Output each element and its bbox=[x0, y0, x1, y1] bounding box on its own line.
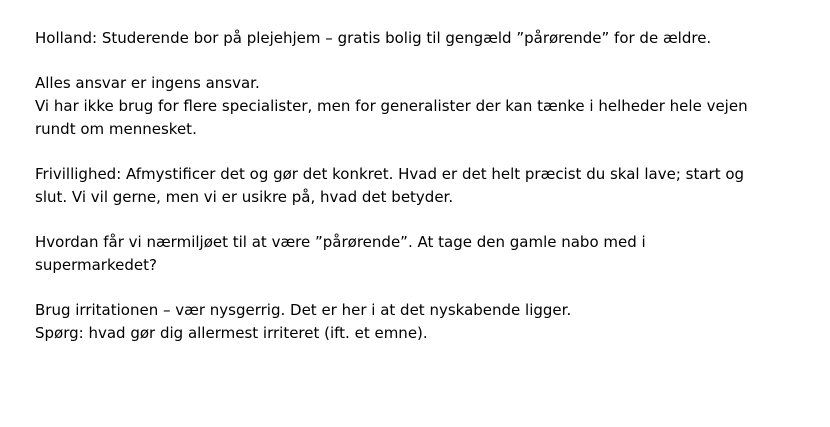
text-line: Alles ansvar er ingens ansvar. bbox=[35, 74, 260, 92]
paragraph-holland bbox=[35, 27, 795, 50]
text-line: Frivillighed: Afmystificer det og gør det konkret. Hvad er det helt præcist du skal lave; start og bbox=[35, 165, 745, 183]
text-line: supermarkedet? bbox=[35, 256, 157, 274]
text-line: Brug irritationen – vær nysgerrig. Det er her i at det nyskabende ligger. bbox=[35, 301, 572, 319]
text-line: Vi har ikke brug for flere specialister, men for generalister der kan tænke i helheder hele vejen bbox=[35, 97, 748, 115]
paragraph-ansvar bbox=[35, 72, 795, 141]
text-line: Hvordan får vi nærmiljøet til at være ”pårørende”. At tage den gamle nabo med i bbox=[35, 233, 646, 251]
document-body bbox=[35, 27, 795, 367]
text-line: Spørg: hvad gør dig allermest irriteret (ift. et emne). bbox=[35, 324, 428, 342]
text-line: slut. Vi vil gerne, men vi er usikre på, hvad det betyder. bbox=[35, 188, 454, 206]
paragraph-irritation bbox=[35, 299, 795, 345]
text-line: rundt om mennesket. bbox=[35, 120, 197, 138]
text-line: Holland: Studerende bor på plejehjem – gratis bolig til gengæld ”pårørende” for de ældre. bbox=[35, 29, 712, 47]
paragraph-frivillighed bbox=[35, 163, 795, 209]
paragraph-naermiljoe bbox=[35, 231, 795, 277]
